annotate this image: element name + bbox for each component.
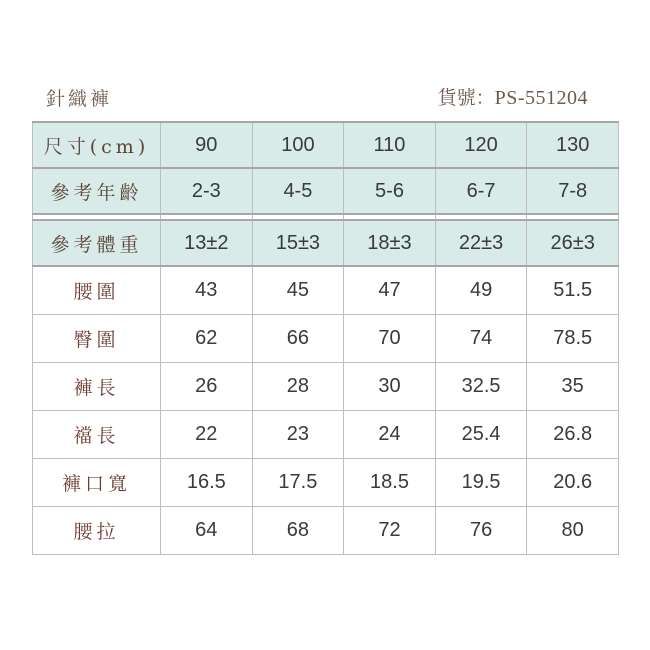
table-cell: 62	[161, 314, 253, 362]
table-cell: 74	[435, 314, 527, 362]
table-cell: 13±2	[161, 220, 253, 266]
measure-row-pants-length	[33, 362, 619, 410]
table-cell: 64	[161, 506, 253, 554]
table-cell: 130	[527, 122, 619, 168]
item-number-code: PS-551204	[494, 87, 588, 109]
table-cell: 26±3	[527, 220, 619, 266]
row-label: 腰拉	[33, 506, 161, 554]
table-cell: 51.5	[527, 266, 619, 314]
row-label: 參考年齡	[33, 168, 161, 214]
table-cell: 6-7	[435, 168, 527, 214]
row-label: 腰圍	[33, 266, 161, 314]
table-cell: 78.5	[527, 314, 619, 362]
table-cell: 47	[344, 266, 436, 314]
table-cell: 20.6	[527, 458, 619, 506]
measure-row-waist	[33, 266, 619, 314]
row-label: 褲長	[33, 362, 161, 410]
table-cell: 16.5	[161, 458, 253, 506]
age-row	[33, 168, 619, 214]
size-chart-table	[32, 121, 619, 555]
table-cell: 4-5	[252, 168, 344, 214]
measure-row-hip	[33, 314, 619, 362]
item-number-label: 貨號：	[437, 87, 495, 109]
table-cell: 22±3	[435, 220, 527, 266]
table-cell: 100	[252, 122, 344, 168]
table-cell: 18.5	[344, 458, 436, 506]
table-cell: 35	[527, 362, 619, 410]
table-cell: 26	[161, 362, 253, 410]
row-label: 臀圍	[33, 314, 161, 362]
item-number	[438, 84, 588, 112]
table-cell: 66	[252, 314, 344, 362]
table-cell: 23	[252, 410, 344, 458]
table-cell: 49	[435, 266, 527, 314]
table-cell: 15±3	[252, 220, 344, 266]
table-cell: 43	[161, 266, 253, 314]
table-cell: 26.8	[527, 410, 619, 458]
table-cell: 22	[161, 410, 253, 458]
table-cell: 30	[344, 362, 436, 410]
row-label: 參考體重	[33, 220, 161, 266]
size-row	[33, 122, 619, 168]
measure-row-waist-stretch	[33, 506, 619, 554]
table-cell: 32.5	[435, 362, 527, 410]
table-cell: 25.4	[435, 410, 527, 458]
table-cell: 80	[527, 506, 619, 554]
table-cell: 28	[252, 362, 344, 410]
table-cell: 110	[344, 122, 436, 168]
table-cell: 120	[435, 122, 527, 168]
product-title: 針織褲	[46, 88, 113, 110]
row-label: 尺寸(cm)	[33, 122, 161, 168]
table-cell: 68	[252, 506, 344, 554]
row-label: 褲口寬	[33, 458, 161, 506]
table-cell: 19.5	[435, 458, 527, 506]
weight-row	[33, 220, 619, 266]
table-cell: 17.5	[252, 458, 344, 506]
table-cell: 76	[435, 506, 527, 554]
table-cell: 7-8	[527, 168, 619, 214]
table-cell: 70	[344, 314, 436, 362]
row-label: 襠長	[33, 410, 161, 458]
table-cell: 24	[344, 410, 436, 458]
table-cell: 5-6	[344, 168, 436, 214]
measure-row-rise	[33, 410, 619, 458]
table-cell: 90	[161, 122, 253, 168]
table-cell: 45	[252, 266, 344, 314]
measure-row-leg-opening	[33, 458, 619, 506]
table-cell: 18±3	[344, 220, 436, 266]
table-cell: 2-3	[161, 168, 253, 214]
table-cell: 72	[344, 506, 436, 554]
